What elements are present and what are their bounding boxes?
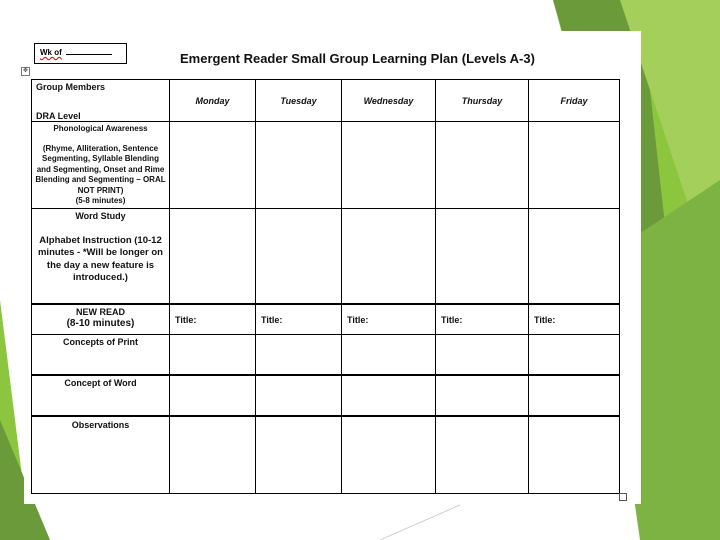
phonological-awareness-details: (Rhyme, Alliteration, Sentence Segmenting, Syllable Blending and Segmenting, Onset and Rime Blending and Segmenting – ORAL NOT PRINT): [35, 143, 166, 195]
plan-cell[interactable]: [529, 122, 620, 209]
plan-cell[interactable]: [529, 416, 620, 494]
plan-cell[interactable]: [529, 375, 620, 416]
plan-cell[interactable]: [342, 335, 436, 375]
plan-cell[interactable]: [436, 122, 529, 209]
title-cell-wednesday[interactable]: Title:: [342, 304, 436, 335]
title-cell-friday[interactable]: Title:: [529, 304, 620, 335]
plan-cell[interactable]: [256, 335, 342, 375]
observations-label: Observations: [32, 416, 170, 494]
group-header-cell: [32, 80, 170, 122]
plan-cell[interactable]: [170, 416, 256, 494]
plan-cell[interactable]: [529, 209, 620, 304]
word-study-cell: [32, 209, 170, 304]
title-cell-tuesday[interactable]: Title:: [256, 304, 342, 335]
plan-cell[interactable]: [342, 375, 436, 416]
alphabet-instruction-text: Alphabet Instruction (10-12 minutes - *Will be longer on the day a new feature is introduced.): [37, 234, 163, 283]
table-move-handle-icon[interactable]: ✥: [22, 68, 29, 74]
phonological-awareness-time: (5-8 minutes): [75, 196, 126, 205]
concepts-of-print-label: Concepts of Print: [32, 335, 170, 375]
week-of-blank[interactable]: [66, 54, 112, 55]
page-title: Emergent Reader Small Group Learning Plan (Levels A-3): [180, 51, 535, 66]
title-cell-monday[interactable]: Title:: [170, 304, 256, 335]
title-cell-thursday[interactable]: Title:: [436, 304, 529, 335]
plan-cell[interactable]: [256, 375, 342, 416]
plan-cell[interactable]: [342, 416, 436, 494]
plan-cell[interactable]: [256, 416, 342, 494]
plan-cell[interactable]: [436, 209, 529, 304]
day-header-friday: Friday: [529, 80, 620, 122]
day-header-wednesday: Wednesday: [342, 80, 436, 122]
plan-cell[interactable]: [529, 335, 620, 375]
phonological-awareness-title: Phonological Awareness: [53, 124, 148, 133]
day-header-monday: Monday: [170, 80, 256, 122]
plan-cell[interactable]: [170, 375, 256, 416]
plan-cell[interactable]: [342, 122, 436, 209]
plan-cell[interactable]: [436, 416, 529, 494]
new-read-title: NEW READ: [76, 306, 125, 317]
plan-cell[interactable]: [436, 375, 529, 416]
day-header-thursday: Thursday: [436, 80, 529, 122]
plan-cell[interactable]: [342, 209, 436, 304]
concept-of-word-label: Concept of Word: [32, 375, 170, 416]
plan-cell[interactable]: [170, 209, 256, 304]
new-read-cell: [32, 304, 170, 335]
plan-cell[interactable]: [436, 335, 529, 375]
new-read-time: (8-10 minutes): [66, 317, 135, 329]
plan-cell[interactable]: [170, 335, 256, 375]
group-members-label: Group Members: [36, 82, 106, 92]
word-study-title: Word Study: [75, 211, 126, 221]
table-resize-handle-icon[interactable]: [619, 493, 627, 501]
dra-level-label: DRA Level: [36, 111, 81, 121]
week-of-field[interactable]: [34, 43, 127, 64]
day-header-tuesday: Tuesday: [256, 80, 342, 122]
plan-cell[interactable]: [170, 122, 256, 209]
week-of-label: Wk of: [40, 48, 62, 57]
phonological-awareness-cell: [32, 122, 170, 209]
lesson-plan-table: [31, 79, 620, 494]
plan-cell[interactable]: [256, 122, 342, 209]
plan-cell[interactable]: [256, 209, 342, 304]
